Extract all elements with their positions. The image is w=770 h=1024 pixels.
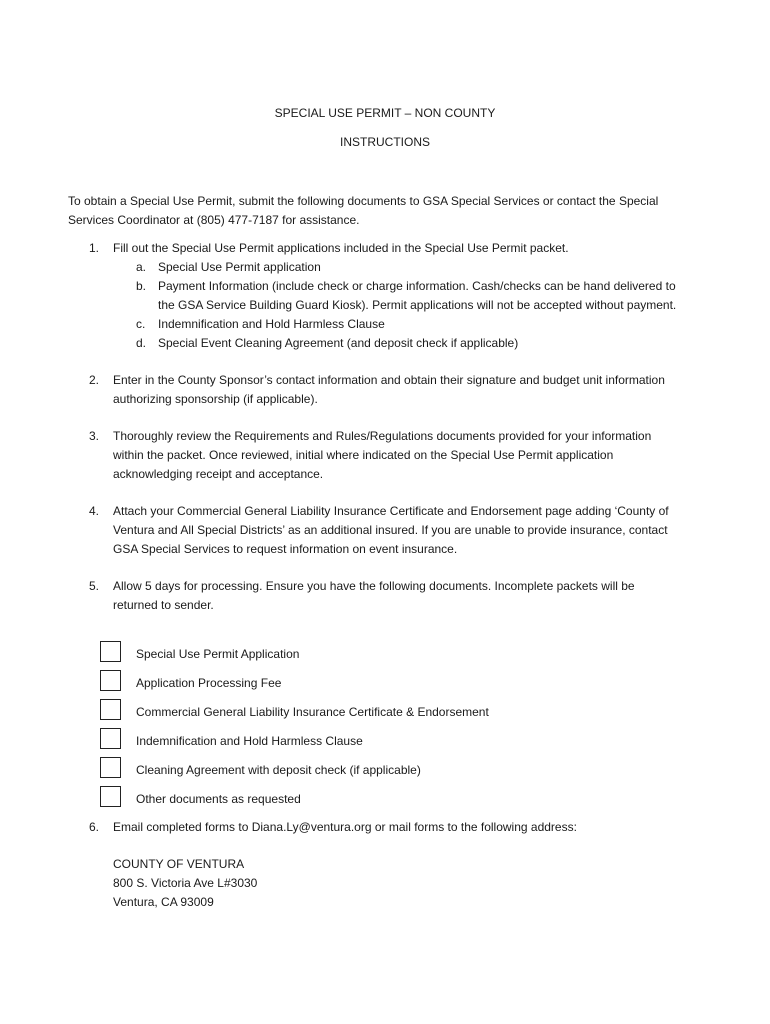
step-text xyxy=(113,577,713,615)
step-text: Fill out the Special Use Permit applications included in the Special Use Permit packet. xyxy=(113,241,569,255)
step-number: 3. xyxy=(89,429,100,443)
document-title: SPECIAL USE PERMIT – NON COUNTY xyxy=(274,106,496,120)
address-line: COUNTY OF VENTURA xyxy=(113,857,245,871)
step-line: GSA Special Services to request information on event insurance. xyxy=(113,542,458,556)
mailing-address xyxy=(113,855,257,912)
subitem-text: Special Event Cleaning Agreement (and deposit check if applicable) xyxy=(158,336,519,350)
intro-line: To obtain a Special Use Permit, submit the following documents to GSA Special Services or contact the Special xyxy=(68,194,659,208)
checklist-label: Indemnification and Hold Harmless Clause xyxy=(136,734,363,748)
step-line: Enter in the County Sponsor’s contact information and obtain their signature and budget unit information xyxy=(113,373,665,387)
checklist-label: Other documents as requested xyxy=(136,792,301,806)
step-number: 4. xyxy=(89,504,100,518)
checkbox-application-processing-fee[interactable] xyxy=(100,670,121,691)
step-text xyxy=(113,371,713,409)
checklist-label: Cleaning Agreement with deposit check (if applicable) xyxy=(136,763,421,777)
subitem-text xyxy=(158,277,718,315)
step-line: within the packet. Once reviewed, initial where indicated on the Special Use Permit application xyxy=(113,448,614,462)
subitem-text: Indemnification and Hold Harmless Clause xyxy=(158,317,385,331)
document-subtitle: INSTRUCTIONS xyxy=(340,135,430,149)
checkbox-indemnification[interactable] xyxy=(100,728,121,749)
address-line: 800 S. Victoria Ave L#3030 xyxy=(113,876,258,890)
checkbox-special-use-permit-application[interactable] xyxy=(100,641,121,662)
step-line: Ventura and All Special Districts’ as an additional insured. If you are unable to provide insurance, contact xyxy=(113,523,668,537)
step-line: returned to sender. xyxy=(113,598,214,612)
step-number: 1. xyxy=(89,241,100,255)
subitem-letter: b. xyxy=(136,279,147,293)
step-line: Allow 5 days for processing. Ensure you have the following documents. Incomplete packets will be xyxy=(113,579,635,593)
step-number: 2. xyxy=(89,373,100,387)
checklist-label: Commercial General Liability Insurance Certificate & Endorsement xyxy=(136,705,489,719)
subitem-letter: d. xyxy=(136,336,147,350)
step-text xyxy=(113,427,713,484)
step-number: 5. xyxy=(89,579,100,593)
checklist-label: Special Use Permit Application xyxy=(136,647,300,661)
intro-line: Services Coordinator at (805) 477-7187 for assistance. xyxy=(68,212,360,227)
checkbox-other-documents[interactable] xyxy=(100,786,121,807)
intro-paragraph xyxy=(68,192,708,229)
checkbox-insurance-certificate[interactable] xyxy=(100,699,121,720)
subitem-letter: a. xyxy=(136,260,147,274)
step-number: 6. xyxy=(89,820,100,834)
subitem-line: the GSA Service Building Guard Kiosk). Permit applications will not be accepted without payment. xyxy=(158,298,677,312)
step-text: Email completed forms to Diana.Ly@ventura.org or mail forms to the following address: xyxy=(113,820,577,834)
step-line: Thoroughly review the Requirements and Rules/Regulations documents provided for your information xyxy=(113,429,652,443)
checkbox-cleaning-agreement[interactable] xyxy=(100,757,121,778)
address-line: Ventura, CA 93009 xyxy=(113,895,214,909)
step-line: acknowledging receipt and acceptance. xyxy=(113,467,324,481)
step-line: Attach your Commercial General Liability Insurance Certificate and Endorsement page adding ‘County of xyxy=(113,504,669,518)
step-line: authorizing sponsorship (if applicable). xyxy=(113,392,318,406)
step-text xyxy=(113,502,713,559)
subitem-letter: c. xyxy=(136,317,146,331)
subitem-line: Payment Information (include check or charge information. Cash/checks can be hand delivered to xyxy=(158,279,676,293)
checklist-label: Application Processing Fee xyxy=(136,676,282,690)
subitem-text: Special Use Permit application xyxy=(158,260,321,274)
